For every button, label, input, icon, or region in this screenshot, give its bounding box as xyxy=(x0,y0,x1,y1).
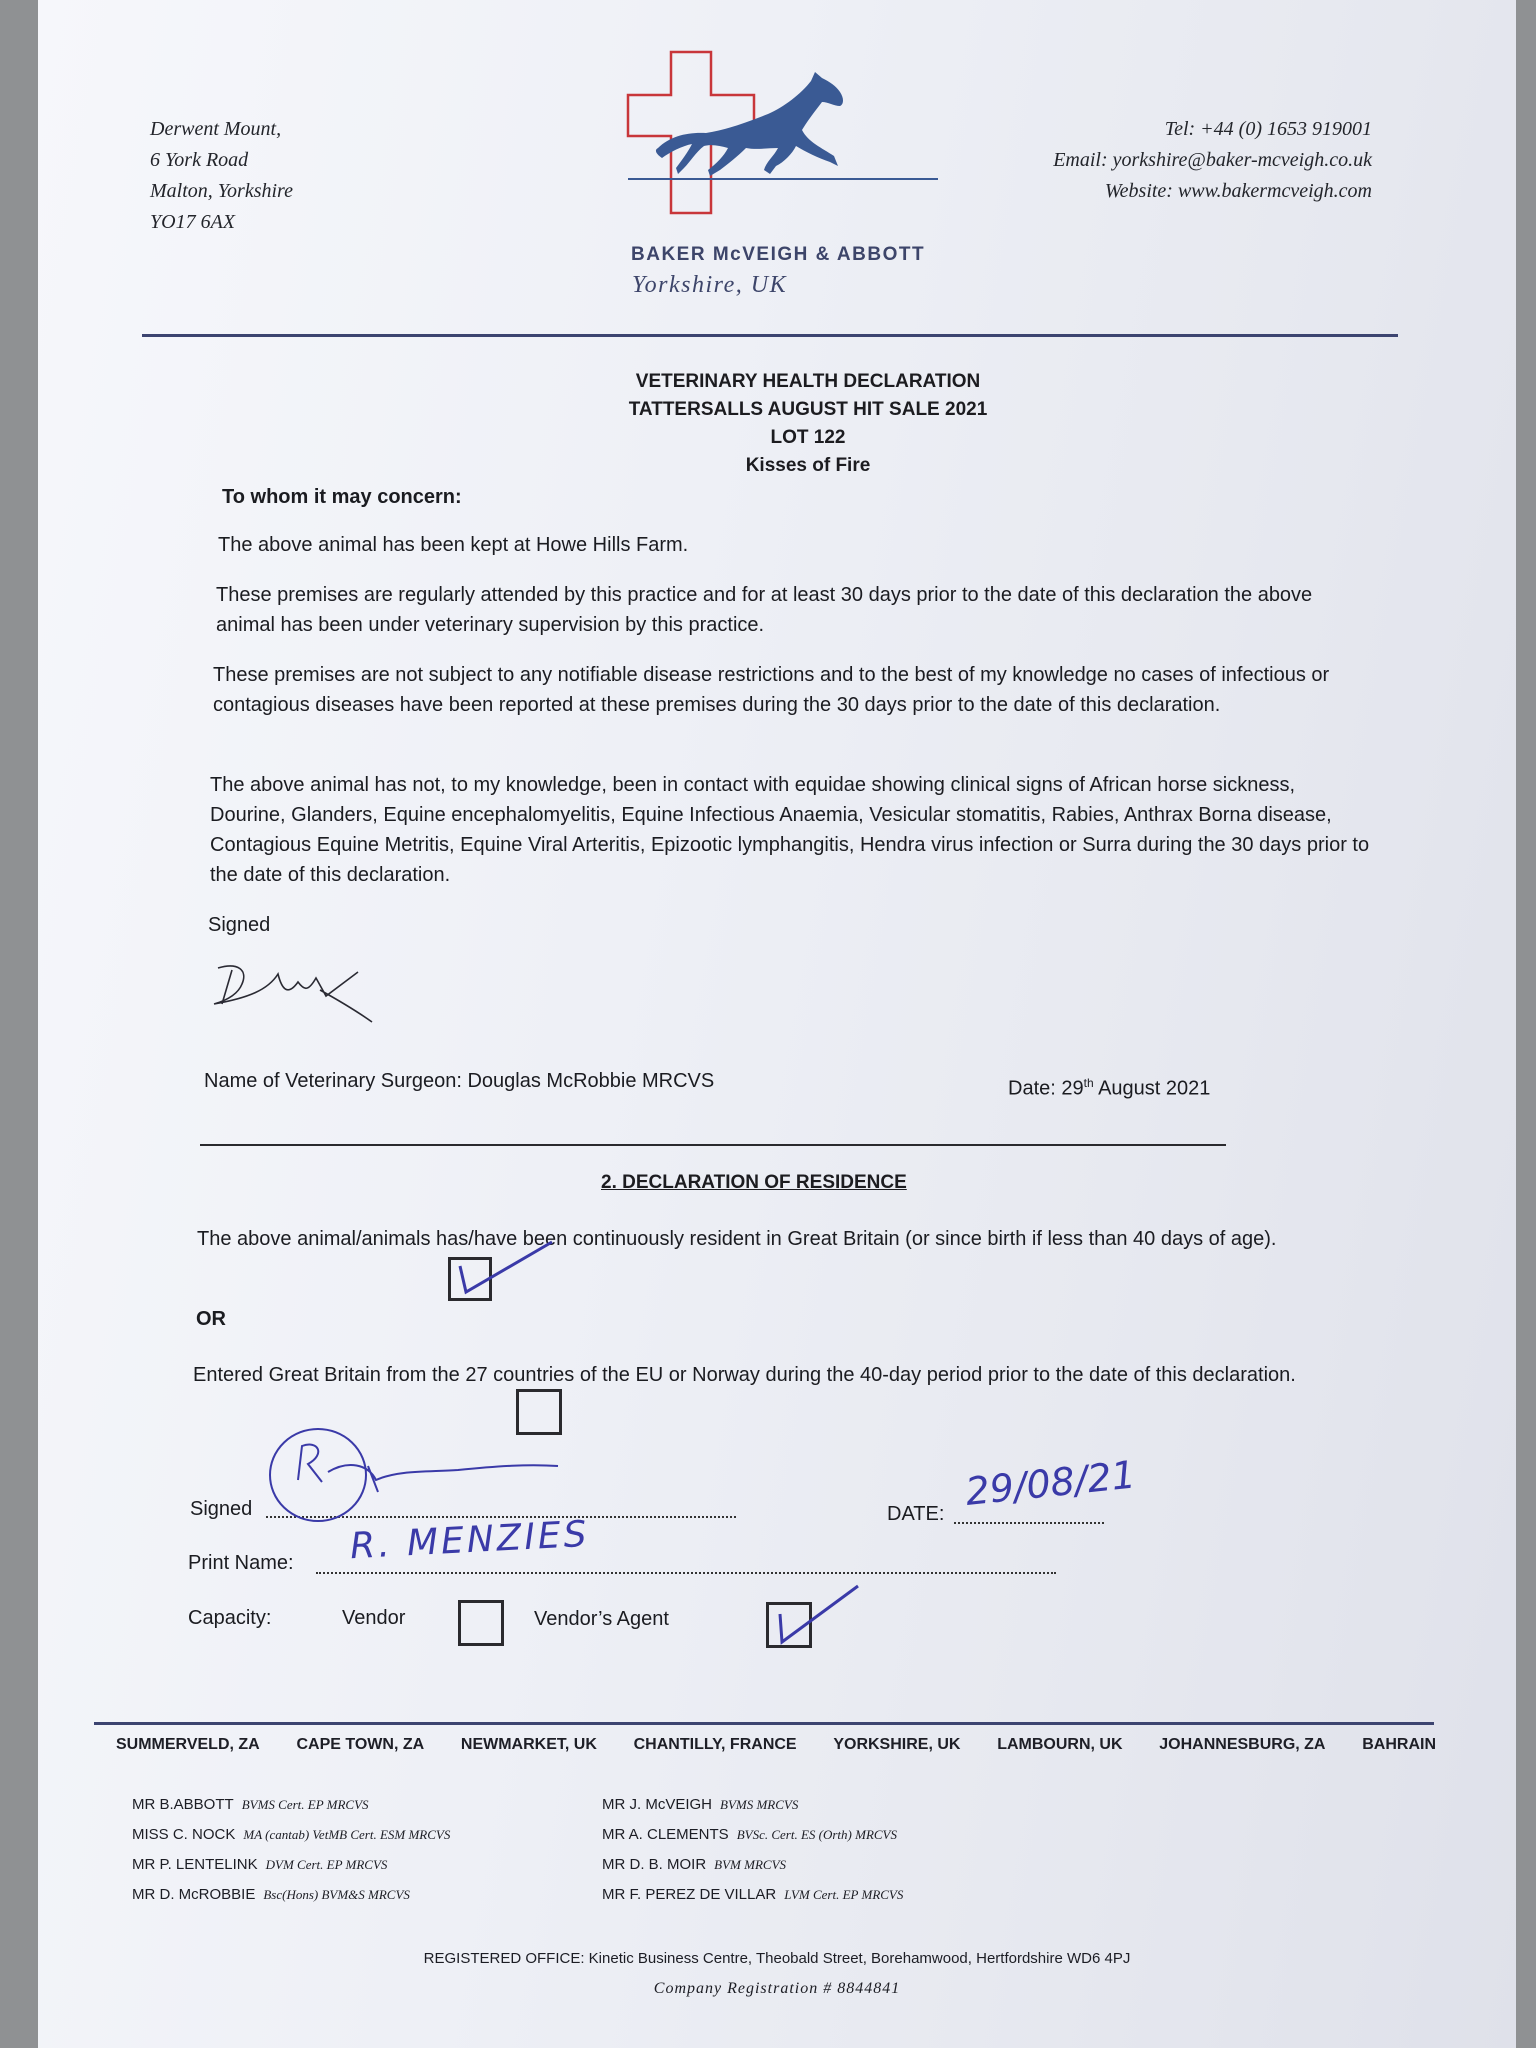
staff-member: MISS C. NOCK MA (cantab) VetMB Cert. ESM MRCVS xyxy=(132,1826,451,1843)
paragraph-premises: The above animal has been kept at Howe Hills Farm. xyxy=(218,534,689,556)
company-registration: Company Registration # 8844841 xyxy=(653,1980,901,1997)
residence-date-value[interactable]: 29/08/21 xyxy=(963,1452,1138,1514)
logo-divider xyxy=(628,178,938,180)
staff-list-left xyxy=(132,1790,450,1910)
location: YORKSHIRE, UK xyxy=(833,1736,961,1753)
vet-signature xyxy=(208,960,378,1030)
practice-location: Yorkshire, UK xyxy=(632,272,788,298)
location: NEWMARKET, UK xyxy=(460,1736,597,1753)
title-line: LOT 122 xyxy=(770,427,846,448)
staff-member: MR F. PEREZ DE VILLAR LVM Cert. EP MRCVS xyxy=(602,1886,904,1903)
staff-member: MR A. CLEMENTS BVSc. Cert. ES (Orth) MRCVS xyxy=(602,1826,897,1843)
paragraph-restrictions: These premises are not subject to any notifiable disease restrictions and to the best of my knowledge no cases of infectious or contagious diseases have been reported at these premises during the 30 days prior to the date of this declaration. xyxy=(213,664,1330,716)
staff-member: MR J. McVEIGH BVMS MRCVS xyxy=(602,1796,799,1813)
surgeon-name: Name of Veterinary Surgeon: Douglas McRobbie MRCVS xyxy=(204,1070,715,1092)
checkmark-icon xyxy=(768,1580,868,1650)
staff-member: MR D. McROBBIE Bsc(Hons) BVM&S MRCVS xyxy=(132,1886,410,1903)
declaration-page xyxy=(38,0,1516,2048)
document-title xyxy=(468,368,1148,480)
footer-rule xyxy=(94,1722,1434,1725)
salutation: To whom it may concern: xyxy=(222,486,462,508)
registered-office: REGISTERED OFFICE: Kinetic Business Centre, Theobald Street, Borehamwood, Hertfordshire WD6 4PJ xyxy=(423,1950,1131,1967)
print-name-value[interactable]: R. MENZIES xyxy=(349,1513,591,1568)
residence-heading: 2. DECLARATION OF RESIDENCE xyxy=(601,1172,907,1193)
residence-option-eu: Entered Great Britain from the 27 countries of the EU or Norway during the 40-day period prior to the date of this declaration. xyxy=(193,1364,1296,1386)
address-line: Malton, Yorkshire xyxy=(150,180,293,202)
location: BAHRAIN xyxy=(1362,1736,1436,1753)
staff-list-right xyxy=(602,1790,903,1910)
header-rule xyxy=(142,334,1398,337)
practice-address xyxy=(150,114,293,238)
residence-signature xyxy=(258,1420,568,1530)
capacity-label: Capacity: xyxy=(188,1607,272,1629)
location: JOHANNESBURG, ZA xyxy=(1159,1736,1326,1753)
vendor-label: Vendor xyxy=(342,1607,406,1629)
paragraph-contact: The above animal has not, to my knowledge, been in contact with equidae showing clinical signs of African horse sickness, Dourine, Glanders, Equine encephalomyelitis, Equine Infectious Anaemia, Vesicular stomatitis, Rabies, Anthrax Borna disease, Contagious Equine Metritis, Equine Viral Arteritis, Epizootic lymphangitis, Hendra virus infection or Surra during the 30 days prior to the date of this declaration. xyxy=(210,774,1370,886)
title-line: VETERINARY HEALTH DECLARATION xyxy=(635,371,981,392)
office-locations xyxy=(116,1736,1436,1754)
vendors-agent-label: Vendor’s Agent xyxy=(534,1608,669,1630)
vet-date: Date: 29th August 2021 xyxy=(1008,1076,1211,1100)
vet-signed-label: Signed xyxy=(208,914,271,936)
vendor-checkbox[interactable] xyxy=(458,1600,504,1646)
horse-name: Kisses of Fire xyxy=(745,455,871,476)
phone: Tel: +44 (0) 1653 919001 xyxy=(1164,118,1372,140)
checkmark-icon xyxy=(452,1236,562,1306)
date-line xyxy=(954,1522,1104,1524)
residence-option-gb: The above animal/animals has/have been continuously resident in Great Britain (or since birth if less than 40 days of age). xyxy=(197,1228,1277,1250)
location: CHANTILLY, FRANCE xyxy=(633,1736,797,1753)
staff-member: MR D. B. MOIR BVM MRCVS xyxy=(602,1856,787,1873)
location: CAPE TOWN, ZA xyxy=(296,1736,425,1753)
email: Email: yorkshire@baker-mcveigh.co.uk xyxy=(1053,149,1372,171)
practice-name: BAKER McVEIGH & ABBOTT xyxy=(631,244,926,265)
horse-icon xyxy=(656,72,843,176)
practice-contact xyxy=(1053,114,1372,207)
print-name-label: Print Name: xyxy=(188,1552,294,1574)
residence-date-label: DATE: xyxy=(887,1503,945,1525)
website: Website: www.bakermcveigh.com xyxy=(1104,180,1372,202)
location: SUMMERVELD, ZA xyxy=(116,1736,260,1753)
residence-signed-label: Signed xyxy=(190,1498,253,1520)
print-name-line xyxy=(316,1572,1056,1574)
address-line: YO17 6AX xyxy=(150,211,235,233)
practice-logo xyxy=(608,48,948,223)
title-line: TATTERSALLS AUGUST HIT SALE 2021 xyxy=(628,399,988,420)
or-label: OR xyxy=(196,1308,226,1330)
location: LAMBOURN, UK xyxy=(997,1736,1123,1753)
section-divider xyxy=(200,1144,1226,1146)
staff-member: MR P. LENTELINK DVM Cert. EP MRCVS xyxy=(132,1856,388,1873)
address-line: Derwent Mount, xyxy=(150,118,282,140)
staff-member: MR B.ABBOTT BVMS Cert. EP MRCVS xyxy=(132,1796,369,1813)
paragraph-supervision: These premises are regularly attended by this practice and for at least 30 days prior to the date of this declaration the above animal has been under veterinary supervision by this practice. xyxy=(216,584,1313,636)
address-line: 6 York Road xyxy=(150,149,249,171)
